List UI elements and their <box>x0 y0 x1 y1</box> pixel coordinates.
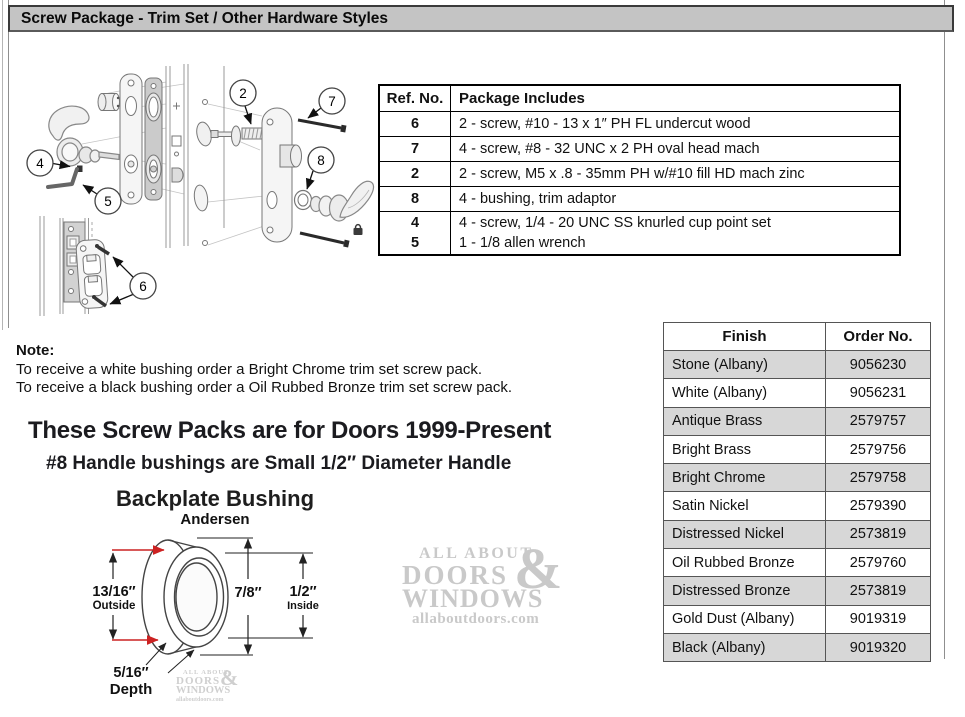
svg-text:7: 7 <box>328 94 336 109</box>
finish-name: Distressed Bronze <box>664 577 826 605</box>
door-edge <box>166 64 188 248</box>
finish-name: Stone (Albany) <box>664 351 826 379</box>
note-line-2: To receive a black bushing order a Oil Rubbed Bronze trim set screw pack. <box>16 379 513 396</box>
svg-text:6: 6 <box>139 279 147 294</box>
table-row <box>379 137 900 162</box>
bushing-figure-title: Backplate Bushing <box>115 486 315 511</box>
order-no: 9056230 <box>826 351 931 379</box>
svg-text:4: 4 <box>36 156 44 171</box>
finish-name: Bright Chrome <box>664 464 826 492</box>
watermark-url: allaboutdoors.com <box>412 611 540 627</box>
order-no: 2579757 <box>826 407 931 435</box>
package-desc: 2 - screw, M5 x .8 - 35mm PH w/#10 fill HD mach zinc <box>451 162 901 187</box>
ref-no-line: 4 <box>410 215 420 231</box>
bushing-drawing <box>142 540 228 654</box>
order-no: 9019319 <box>826 605 931 633</box>
page-left-outer-border <box>2 0 3 330</box>
lower-trim-screw <box>300 233 350 248</box>
table-row <box>664 577 931 605</box>
watermark-logo-small <box>176 665 254 704</box>
cylinder-thumbturn <box>98 94 120 111</box>
table-row <box>664 549 931 577</box>
watermark-line-2: DOORS <box>176 675 221 687</box>
table-row <box>664 351 931 379</box>
table-row <box>664 379 931 407</box>
callout-2 <box>230 80 256 124</box>
bushing-brand: Andersen <box>180 511 250 528</box>
left-backplate <box>120 74 142 204</box>
svg-text:1/2″: 1/2″ <box>289 584 317 600</box>
exploded-hardware-diagram <box>8 48 378 323</box>
finish-name: White (Albany) <box>664 379 826 407</box>
watermark-line-1: ALL ABOUT <box>419 545 534 562</box>
right-door-holes <box>193 100 214 246</box>
package-desc: 4 - screw, #8 - 32 UNC x 2 PH oval head mach <box>451 137 901 162</box>
finish-name: Satin Nickel <box>664 492 826 520</box>
order-no: 9019320 <box>826 633 931 661</box>
watermark-ampersand: & <box>220 665 239 690</box>
order-no: 2579390 <box>826 492 931 520</box>
table-row <box>664 605 931 633</box>
table-row <box>664 464 931 492</box>
svg-text:2: 2 <box>239 86 247 101</box>
ref-no: 6 <box>379 112 451 137</box>
finish-table-header <box>664 323 931 351</box>
table-row <box>664 435 931 463</box>
order-no: 2573819 <box>826 577 931 605</box>
note-block <box>16 342 512 398</box>
column-header-package-includes: Package Includes <box>451 85 901 112</box>
package-includes-table <box>378 84 901 256</box>
package-desc <box>451 212 901 256</box>
watermark-url: allaboutdoors.com <box>176 697 224 703</box>
table-row <box>379 162 900 187</box>
svg-text:Outside: Outside <box>92 600 136 612</box>
watermark-logo <box>402 536 582 629</box>
finish-name: Black (Albany) <box>664 633 826 661</box>
page-title: Screw Package - Trim Set / Other Hardware Styles <box>8 5 954 32</box>
upper-trim-screw <box>298 120 346 132</box>
svg-text:5: 5 <box>104 194 112 209</box>
watermark-line-3: WINDOWS <box>402 584 544 613</box>
watermark-line-1: ALL ABOUT <box>183 669 230 676</box>
order-no: 9056231 <box>826 379 931 407</box>
mortise-lock-body <box>145 78 162 200</box>
ref-no-line: 5 <box>410 235 420 251</box>
table-row <box>664 633 931 661</box>
finish-order-table <box>663 322 931 662</box>
watermark-line-3: WINDOWS <box>176 685 231 696</box>
trim-bushing <box>295 191 312 210</box>
ref-no <box>379 212 451 256</box>
column-header-finish: Finish <box>664 323 826 351</box>
order-no: 2579760 <box>826 549 931 577</box>
table-row <box>664 492 931 520</box>
ref-no: 2 <box>379 162 451 187</box>
svg-text:Inside: Inside <box>287 600 319 612</box>
finish-name: Oil Rubbed Bronze <box>664 549 826 577</box>
padlock-icon <box>354 225 363 235</box>
right-backplate <box>262 108 302 242</box>
order-no: 2579756 <box>826 435 931 463</box>
finish-name: Gold Dust (Albany) <box>664 605 826 633</box>
column-header-order-no: Order No. <box>826 323 931 351</box>
note-label: Note: <box>16 342 55 359</box>
spindle-barrel-screw <box>211 126 268 146</box>
finish-name: Distressed Nickel <box>664 520 826 548</box>
order-no: 2579758 <box>826 464 931 492</box>
exploded-guide-lines-right <box>208 104 264 245</box>
callout-7 <box>308 88 345 118</box>
table-row <box>379 212 900 256</box>
finish-name: Antique Brass <box>664 407 826 435</box>
page-right-border <box>944 0 945 659</box>
table-row <box>379 112 900 137</box>
table-row <box>664 407 931 435</box>
left-lever-handle <box>49 106 119 166</box>
svg-text:8: 8 <box>317 153 325 168</box>
watermark-ampersand: & <box>514 536 563 601</box>
callout-8 <box>307 147 334 189</box>
right-lever-handle <box>311 181 374 221</box>
package-desc: 4 - bushing, trim adaptor <box>451 187 901 212</box>
svg-text:7/8″: 7/8″ <box>234 585 262 601</box>
table-row <box>379 187 900 212</box>
svg-text:Depth: Depth <box>109 681 153 698</box>
ref-no: 7 <box>379 137 451 162</box>
column-header-ref-no: Ref. No. <box>379 85 451 112</box>
package-desc: 2 - screw, #10 - 13 x 1″ PH FL undercut wood <box>451 112 901 137</box>
allen-wrench <box>48 169 77 187</box>
svg-text:5/16″: 5/16″ <box>113 665 149 681</box>
table-row <box>664 520 931 548</box>
subheadline: #8 Handle bushings are Small 1/2″ Diameter Handle <box>46 453 512 474</box>
callout-6 <box>110 257 156 304</box>
svg-text:13/16″: 13/16″ <box>92 584 136 600</box>
callout-5 <box>83 185 121 214</box>
note-line-1: To receive a white bushing order a Bright Chrome trim set screw pack. <box>16 360 483 378</box>
finish-name: Bright Brass <box>664 435 826 463</box>
package-desc-line: 1 - 1/8 allen wrench <box>459 235 586 251</box>
package-table-header <box>379 85 900 112</box>
headline: These Screw Packs are for Doors 1999-Present <box>28 417 552 444</box>
package-desc-line: 4 - screw, 1/4 - 20 UNC SS knurled cup point set <box>459 215 771 231</box>
ref-no: 8 <box>379 187 451 212</box>
watermark-line-2: DOORS <box>402 560 509 590</box>
order-no: 2573819 <box>826 520 931 548</box>
